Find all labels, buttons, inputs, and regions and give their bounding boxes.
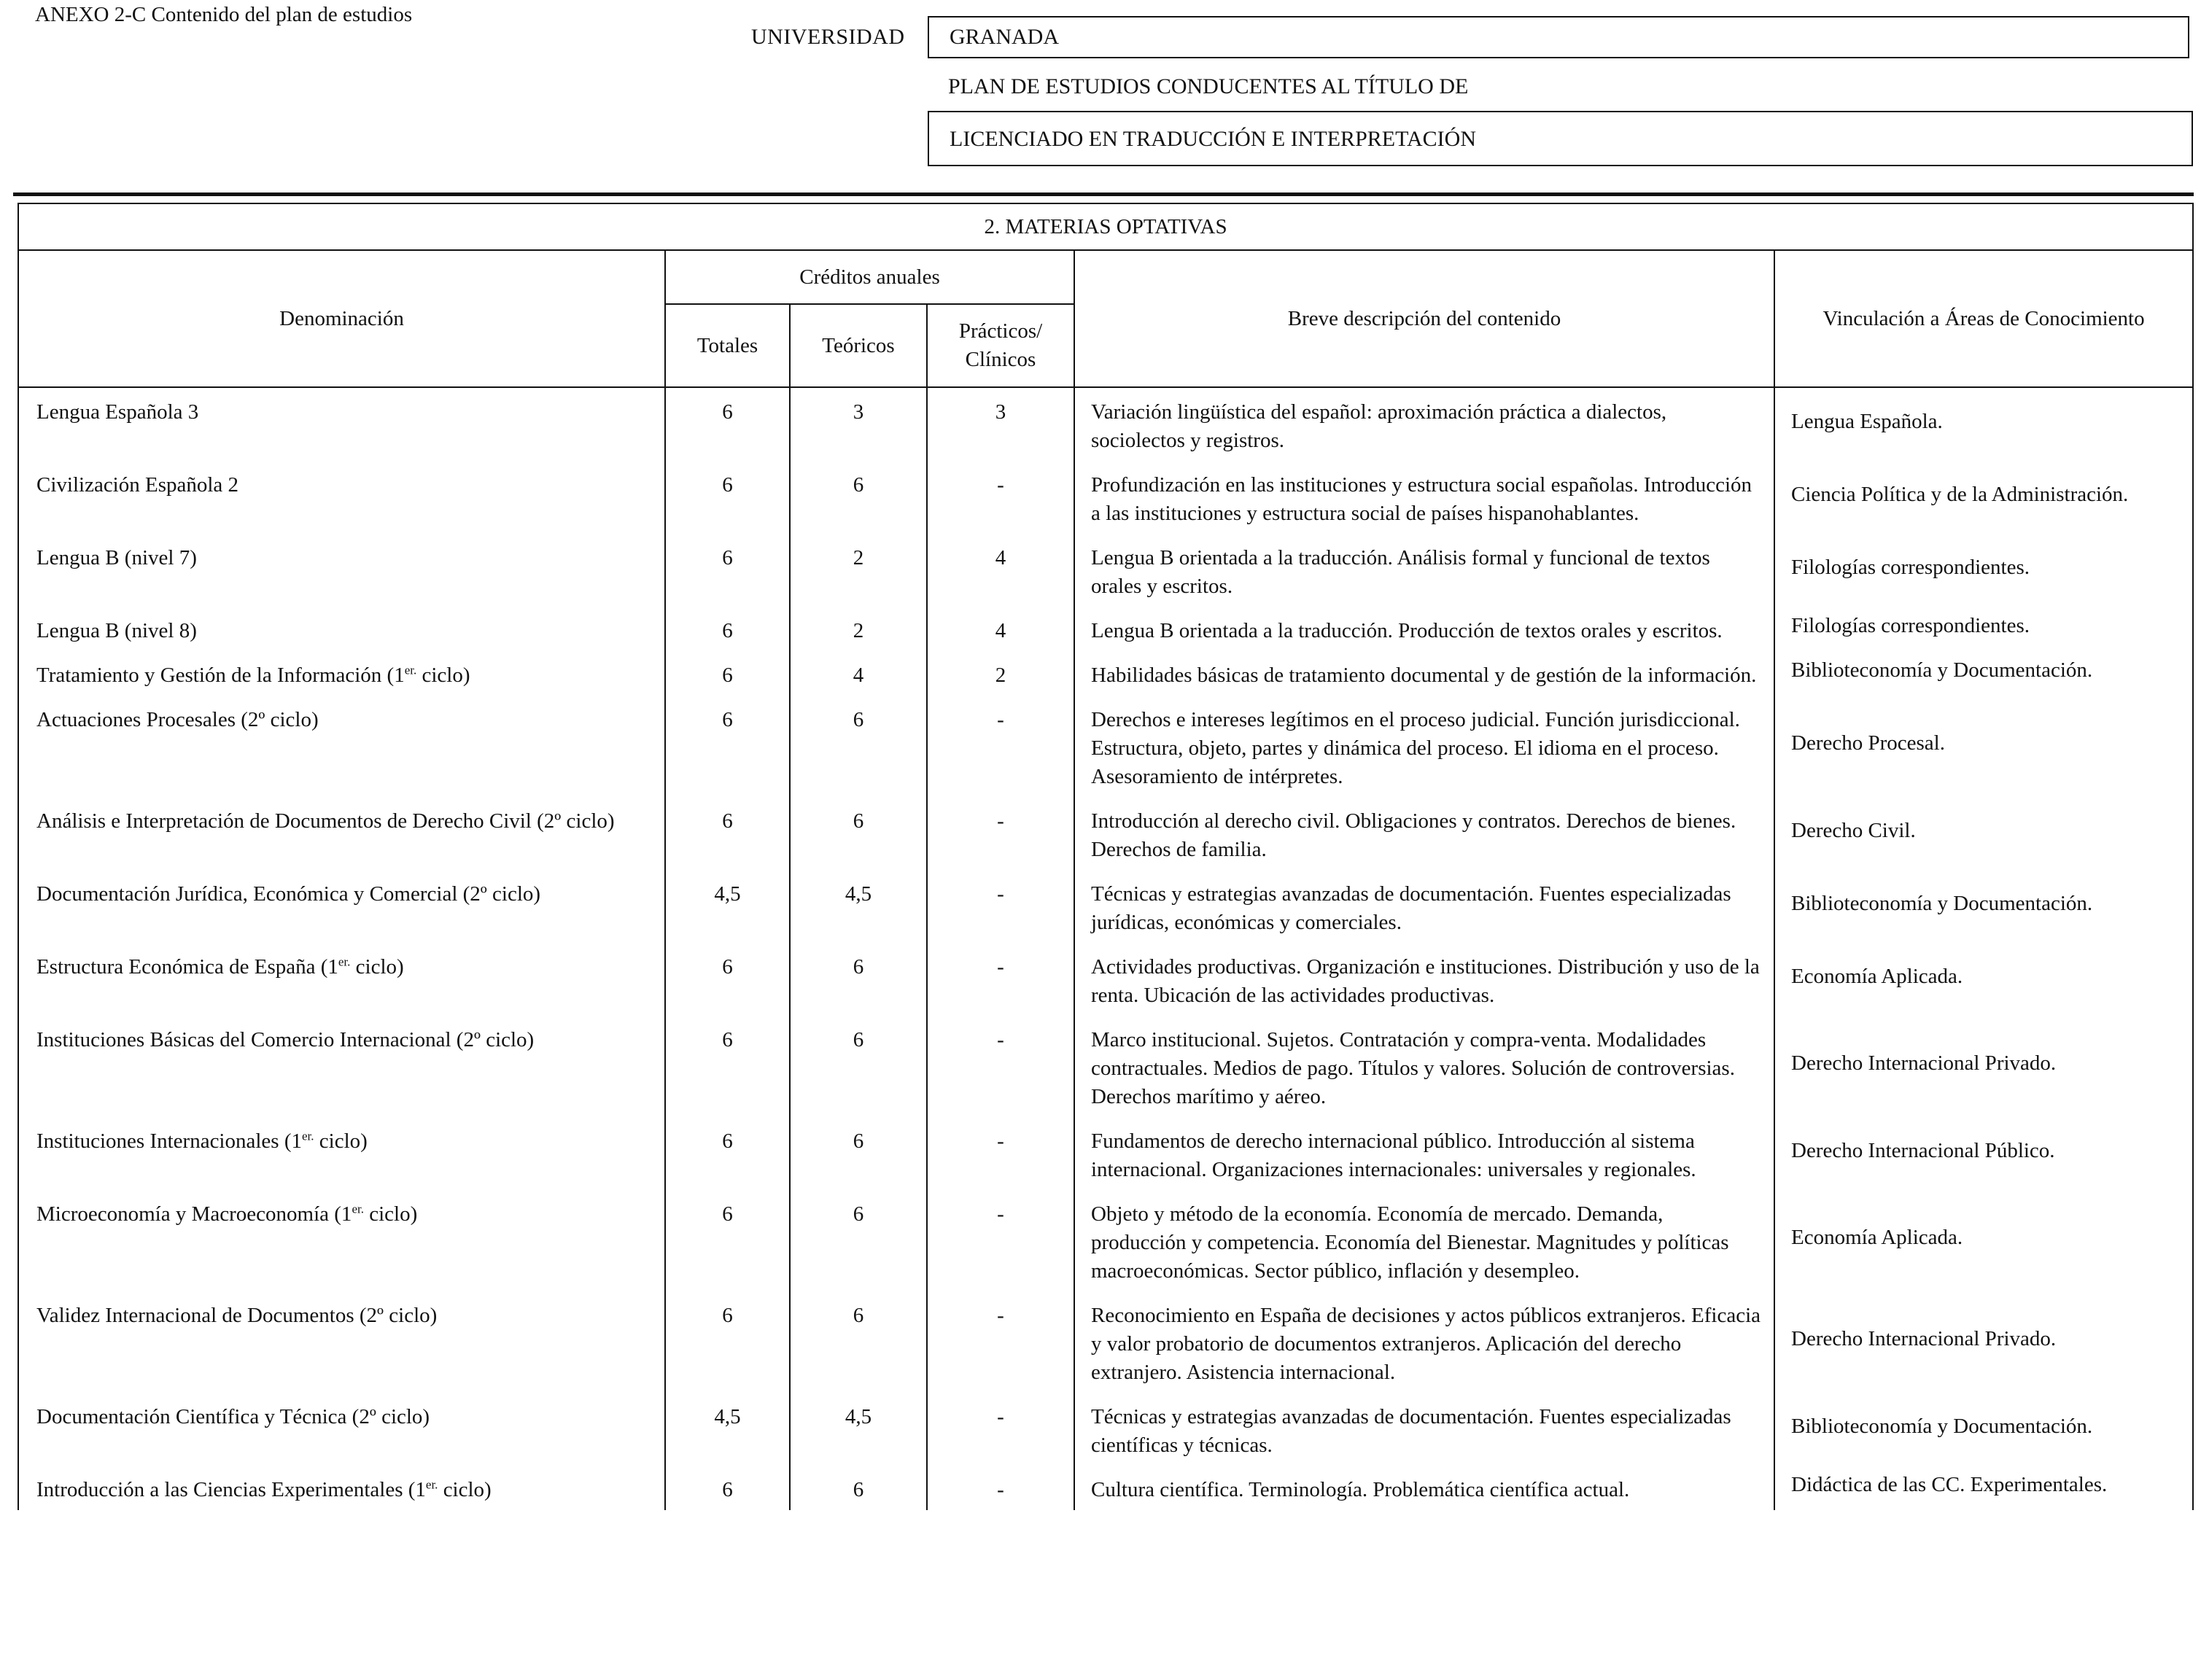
credits-practice: - [927, 696, 1074, 797]
knowledge-area: Derecho Procesal. [1774, 696, 2193, 797]
col-denominacion: Denominación [18, 250, 665, 387]
subject-name: Civilización Española 2 [18, 461, 665, 534]
col-areas: Vinculación a Áreas de Conocimiento [1774, 250, 2193, 387]
table-row [18, 387, 2193, 461]
content-description: Técnicas y estrategias avanzadas de documentación. Fuentes especializadas científicas y técnicas. [1074, 1393, 1774, 1466]
content-description: Introducción al derecho civil. Obligaciones y contratos. Derechos de bienes. Derechos de familia. [1074, 797, 1774, 870]
subject-name: Documentación Científica y Técnica (2º ciclo) [18, 1393, 665, 1466]
knowledge-area: Derecho Internacional Privado. [1774, 1291, 2193, 1393]
content-description: Profundización en las instituciones y estructura social españolas. Introducción a las instituciones y estructura social de países hispanohablantes. [1074, 461, 1774, 534]
credits-theory: 2 [790, 607, 927, 651]
knowledge-area: Derecho Internacional Privado. [1774, 1016, 2193, 1117]
col-creditos: Créditos anuales [665, 250, 1074, 304]
knowledge-area: Biblioteconomía y Documentación. [1774, 651, 2193, 696]
credits-total: 6 [665, 534, 790, 607]
credits-total: 6 [665, 797, 790, 870]
table-row [18, 1466, 2193, 1510]
credits-practice: 3 [927, 387, 1074, 461]
credits-practice: - [927, 1393, 1074, 1466]
col-practicos [927, 304, 1074, 387]
knowledge-area: Filologías correspondientes. [1774, 534, 2193, 607]
optional-subjects-table [18, 203, 2194, 1510]
subject-name: Documentación Jurídica, Económica y Comercial (2º ciclo) [18, 870, 665, 943]
table-row [18, 1117, 2193, 1190]
subject-name: Tratamiento y Gestión de la Información ($1^{er.}$ ciclo) [18, 651, 665, 696]
subject-name: Análisis e Interpretación de Documentos de Derecho Civil (2º ciclo) [18, 797, 665, 870]
subject-name: Actuaciones Procesales (2º ciclo) [18, 696, 665, 797]
col-practicos-line1: Prácticos/ [958, 319, 1043, 343]
credits-practice: - [927, 943, 1074, 1016]
optional-subjects-section [13, 192, 2194, 1680]
content-description: Reconocimiento en España de decisiones y actos públicos extranjeros. Eficacia y valor probatorio de documentos extranjeros. Aplicación del derecho extranjero. Asistencia internacional. [1074, 1291, 1774, 1393]
credits-theory: 6 [790, 1117, 927, 1190]
credits-theory: 6 [790, 1466, 927, 1510]
col-totales: Totales [665, 304, 790, 387]
content-description: Variación lingüística del español: aproximación práctica a dialectos, sociolectos y registros. [1074, 387, 1774, 461]
university-value: GRANADA [950, 25, 1059, 49]
credits-practice: 4 [927, 607, 1074, 651]
credits-practice: 4 [927, 534, 1074, 607]
credits-theory: 3 [790, 387, 927, 461]
content-description: Objeto y método de la economía. Economía de mercado. Demanda, producción y competencia. Economía del Bienestar. Magnitudes y políticas macroeconómicas. Sector público, inflación y desempleo. [1074, 1190, 1774, 1291]
degree-title-box [928, 111, 2193, 166]
table-row [18, 607, 2193, 651]
credits-total: 6 [665, 461, 790, 534]
credits-theory: 6 [790, 943, 927, 1016]
section-title: 2. MATERIAS OPTATIVAS [18, 203, 2193, 250]
credits-total: 6 [665, 1016, 790, 1117]
university-box [928, 16, 2189, 58]
knowledge-area: Economía Aplicada. [1774, 1190, 2193, 1291]
credits-practice: - [927, 870, 1074, 943]
subject-name: Instituciones Básicas del Comercio Internacional (2º ciclo) [18, 1016, 665, 1117]
content-description: Marco institucional. Sujetos. Contratación y compra-venta. Modalidades contractuales. Medios de pago. Títulos y valores. Solución de controversias. Derechos marítimo y aéreo. [1074, 1016, 1774, 1117]
table-row [18, 1190, 2193, 1291]
credits-total: 6 [665, 1117, 790, 1190]
credits-practice: - [927, 1190, 1074, 1291]
knowledge-area: Biblioteconomía y Documentación. [1774, 870, 2193, 943]
content-description: Lengua B orientada a la traducción. Producción de textos orales y escritos. [1074, 607, 1774, 651]
credits-theory: 4,5 [790, 870, 927, 943]
knowledge-area: Derecho Internacional Público. [1774, 1117, 2193, 1190]
content-description: Derechos e intereses legítimos en el proceso judicial. Función jurisdiccional. Estructura, objeto, partes y dinámica del proceso. El idioma en el proceso. Asesoramiento de intérpretes. [1074, 696, 1774, 797]
credits-theory: 6 [790, 461, 927, 534]
col-practicos-line2: Clínicos [965, 348, 1036, 371]
degree-title: LICENCIADO EN TRADUCCIÓN E INTERPRETACIÓN [950, 127, 1477, 151]
subject-name: Microeconomía y Macroeconomía ($1^{er.}$ ciclo) [18, 1190, 665, 1291]
content-description: Cultura científica. Terminología. Problemática científica actual. [1074, 1466, 1774, 1510]
credits-total: 6 [665, 1291, 790, 1393]
table-row [18, 1016, 2193, 1117]
credits-practice: - [927, 1291, 1074, 1393]
subject-name: Instituciones Internacionales ($1^{er.}$ ciclo) [18, 1117, 665, 1190]
subject-name: Lengua B (nivel 7) [18, 534, 665, 607]
content-description: Fundamentos de derecho internacional público. Introducción al sistema internacional. Organizaciones internacionales: universales y regionales. [1074, 1117, 1774, 1190]
credits-theory: 6 [790, 1190, 927, 1291]
university-label: UNIVERSIDAD [751, 25, 905, 49]
table-row [18, 797, 2193, 870]
table-row [18, 1393, 2193, 1466]
content-description: Técnicas y estrategias avanzadas de documentación. Fuentes especializadas jurídicas, económicas y comerciales. [1074, 870, 1774, 943]
content-description: Habilidades básicas de tratamiento documental y de gestión de la información. [1074, 651, 1774, 696]
col-teoricos: Teóricos [790, 304, 927, 387]
table-row [18, 696, 2193, 797]
credits-practice: - [927, 461, 1074, 534]
credits-practice: - [927, 1117, 1074, 1190]
credits-theory: 6 [790, 696, 927, 797]
credits-total: 6 [665, 1466, 790, 1510]
content-description: Lengua B orientada a la traducción. Análisis formal y funcional de textos orales y escritos. [1074, 534, 1774, 607]
subject-name: Lengua B (nivel 8) [18, 607, 665, 651]
credits-practice: 2 [927, 651, 1074, 696]
credits-theory: 4 [790, 651, 927, 696]
credits-theory: 2 [790, 534, 927, 607]
table-row [18, 870, 2193, 943]
credits-theory: 6 [790, 797, 927, 870]
credits-total: 6 [665, 651, 790, 696]
credits-theory: 6 [790, 1016, 927, 1117]
credits-practice: - [927, 797, 1074, 870]
annex-label: ANEXO 2-C Contenido del plan de estudios [35, 3, 413, 26]
col-descripcion: Breve descripción del contenido [1074, 250, 1774, 387]
credits-total: 4,5 [665, 1393, 790, 1466]
subject-name: Validez Internacional de Documentos (2º ciclo) [18, 1291, 665, 1393]
plan-label: PLAN DE ESTUDIOS CONDUCENTES AL TÍTULO DE [948, 74, 1469, 98]
credits-total: 6 [665, 943, 790, 1016]
credits-total: 6 [665, 607, 790, 651]
knowledge-area: Ciencia Política y de la Administración. [1774, 461, 2193, 534]
credits-theory: 4,5 [790, 1393, 927, 1466]
subject-name: Lengua Española 3 [18, 387, 665, 461]
table-row [18, 534, 2193, 607]
knowledge-area: Derecho Civil. [1774, 797, 2193, 870]
knowledge-area: Didáctica de las CC. Experimentales. [1774, 1466, 2193, 1510]
subject-name: Estructura Económica de España ($1^{er.}$ ciclo) [18, 943, 665, 1016]
table-row [18, 651, 2193, 696]
credits-practice: - [927, 1016, 1074, 1117]
credits-theory: 6 [790, 1291, 927, 1393]
credits-total: 4,5 [665, 870, 790, 943]
table-row [18, 1291, 2193, 1393]
subject-name: Introducción a las Ciencias Experimentales ($1^{er.}$ ciclo) [18, 1466, 665, 1510]
knowledge-area: Lengua Española. [1774, 387, 2193, 461]
credits-total: 6 [665, 1190, 790, 1291]
credits-practice: - [927, 1466, 1074, 1510]
credits-total: 6 [665, 696, 790, 797]
knowledge-area: Filologías correspondientes. [1774, 607, 2193, 651]
table-row [18, 461, 2193, 534]
knowledge-area: Economía Aplicada. [1774, 943, 2193, 1016]
table-row [18, 943, 2193, 1016]
credits-total: 6 [665, 387, 790, 461]
content-description: Actividades productivas. Organización e instituciones. Distribución y uso de la renta. Ubicación de las actividades productivas. [1074, 943, 1774, 1016]
knowledge-area: Biblioteconomía y Documentación. [1774, 1393, 2193, 1466]
